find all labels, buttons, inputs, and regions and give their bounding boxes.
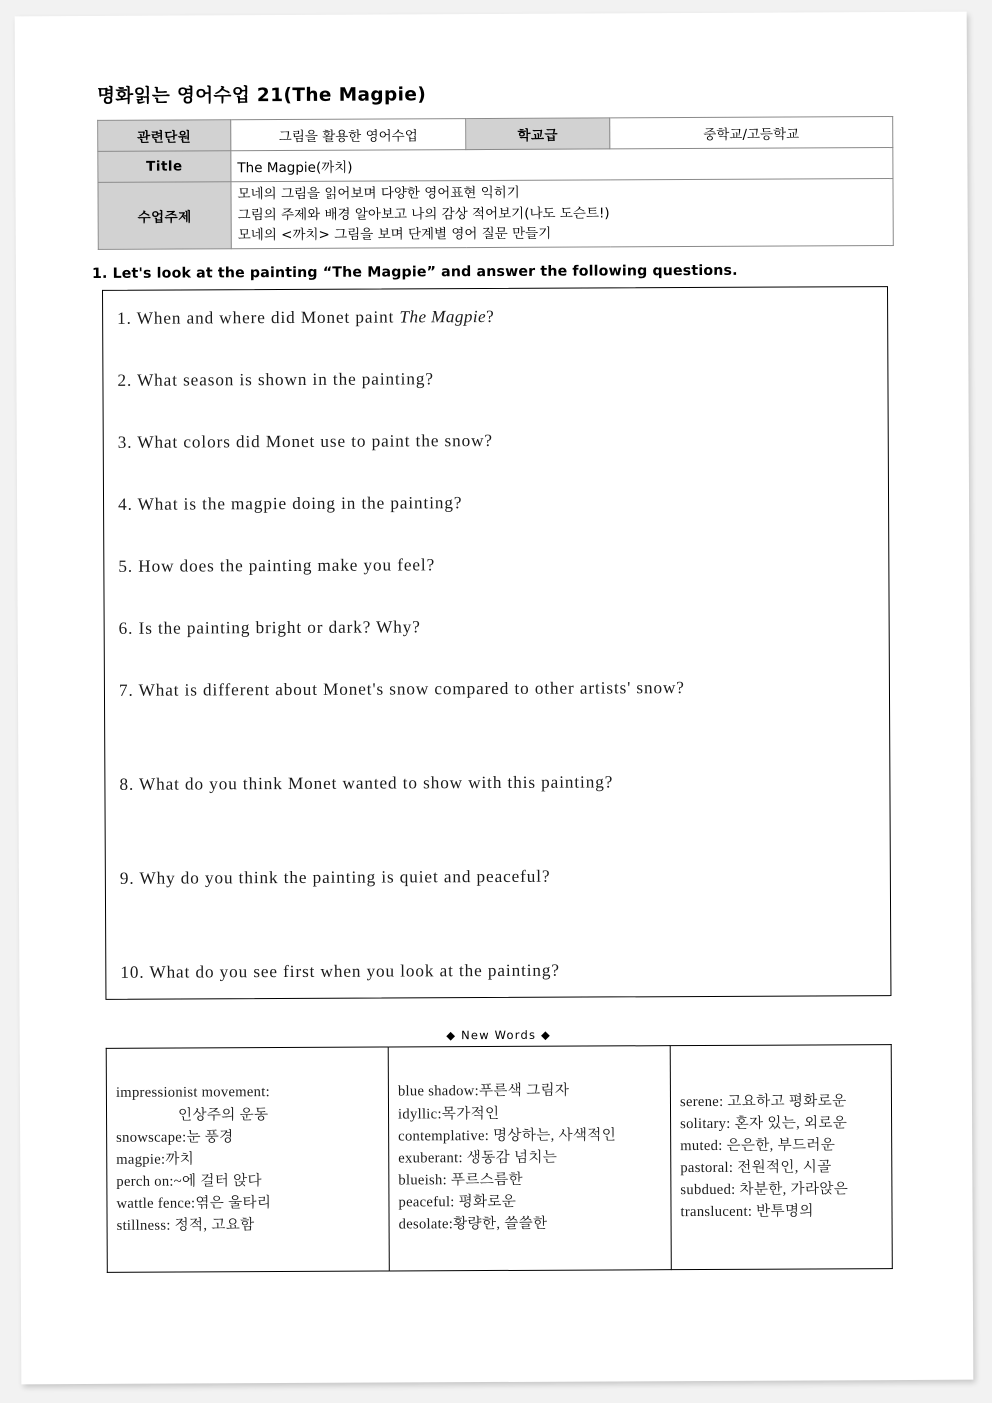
topic-line: 그림의 주제와 배경 알아보고 나의 감상 적어보기(나도 도슨트!) — [237, 204, 610, 223]
question-suffix: ? — [486, 306, 495, 326]
table-row — [106, 1044, 892, 1272]
vocab-entry: contemplative: 명상하는, 사색적인 — [398, 1127, 617, 1145]
lesson-info-table — [97, 116, 894, 249]
question-number: 10. — [120, 962, 145, 982]
vocab-entry: translucent: 반투명의 — [680, 1203, 814, 1221]
vocab-entry: 인상주의 운동 — [177, 1106, 269, 1124]
question-italic: The Magpie — [399, 306, 487, 327]
vocab-column-3 — [670, 1044, 892, 1269]
vocab-entry: pastoral: 전원적인, 시골 — [680, 1159, 832, 1177]
question-number: 8. — [119, 774, 135, 794]
question-text: What season is shown in the painting? — [136, 368, 434, 390]
spacer — [118, 511, 872, 557]
vocab-entry: peaceful: 평화로운 — [398, 1194, 517, 1211]
vocab-entry: perch on:~에 걸터 앉다 — [116, 1173, 262, 1190]
vocab-entry: snowscape:눈 풍경 — [116, 1129, 234, 1146]
vocab-entry: blueish: 푸르스름한 — [398, 1171, 523, 1189]
vocab-entry: muted: 은은한, 부드러운 — [680, 1137, 836, 1154]
question-text: How does the painting make you feel? — [138, 554, 436, 576]
spacer — [118, 449, 872, 495]
question-text: What do you see first when you look at the painting? — [149, 960, 560, 982]
vocab-entry: exuberant: 생동감 넘치는 — [398, 1149, 558, 1167]
info-label-school-level: 학교급 — [466, 118, 610, 150]
topic-line: 모네의 그림을 읽어보며 다양한 영어표현 익히기 — [237, 184, 520, 203]
vocab-entry: wattle fence:엮은 울타리 — [116, 1195, 272, 1213]
info-label-unit: 관련단원 — [98, 120, 231, 152]
question-number: 7. — [118, 680, 134, 700]
spacer — [117, 387, 871, 433]
spacer — [119, 791, 873, 869]
question-text: What colors did Monet use to paint the snow? — [137, 430, 493, 452]
spacer — [119, 635, 873, 681]
table-row — [98, 179, 893, 249]
questions-box — [102, 286, 891, 1000]
info-label-title: Title — [98, 151, 231, 183]
question-number: 6. — [118, 618, 134, 638]
vocab-entry: blue shadow:푸른색 그림자 — [397, 1083, 570, 1100]
vocab-entry: desolate:황량한, 쓸쓸한 — [398, 1216, 548, 1233]
question-text: What is different about Monet's snow compared to other artists' snow? — [138, 677, 685, 700]
vocab-entry: serene: 고요하고 평화로운 — [679, 1092, 847, 1110]
table-row — [98, 148, 893, 183]
page-title: 명화읽는 영어수업 21(The Magpie) — [97, 84, 427, 107]
question-text: Why do you think the painting is quiet and peaceful? — [139, 866, 551, 888]
spacer — [119, 697, 873, 775]
question-number: 1. — [117, 308, 132, 328]
vocab-entry: solitary: 혼자 있는, 외로운 — [680, 1114, 848, 1132]
question-text: When and where did Monet paint — [136, 307, 400, 328]
question-number: 2. — [117, 370, 133, 390]
info-label-topic: 수업주제 — [98, 182, 231, 249]
vocab-entry: stillness: 정적, 고요함 — [116, 1217, 255, 1235]
spacer — [117, 325, 871, 371]
spacer — [118, 573, 872, 619]
info-value-school-level: 중학교/고등학교 — [610, 117, 893, 149]
vocab-entry: subdued: 차분한, 가라앉은 — [680, 1181, 849, 1199]
table-row — [98, 117, 893, 152]
info-value-topic — [231, 179, 893, 249]
question-number: 9. — [119, 868, 135, 888]
vocab-column-2 — [388, 1045, 671, 1270]
new-words-heading: ◆ New Words ◆ — [446, 1027, 552, 1042]
question-item — [120, 959, 874, 983]
question-number: 5. — [118, 556, 134, 576]
question-text: Is the painting bright or dark? Why? — [138, 616, 421, 638]
info-value-title: The Magpie(까치) — [231, 148, 893, 182]
question-text: What do you think Monet wanted to show with this painting? — [138, 771, 614, 794]
document-content — [89, 78, 905, 1272]
document-sheet — [15, 12, 974, 1385]
info-value-unit: 그림을 활용한 영어수업 — [231, 119, 466, 151]
question-text: What is the magpie doing in the painting? — [137, 492, 463, 514]
question-number: 3. — [117, 432, 133, 452]
topic-line: 모네의 <까치> 그림을 보며 단계별 영어 질문 만들기 — [237, 225, 552, 244]
question-number: 4. — [118, 494, 133, 514]
vocab-entry: impressionist movement: — [115, 1084, 271, 1102]
vocab-entry: magpie:까치 — [116, 1151, 195, 1168]
spacer — [120, 885, 874, 963]
instruction-text: 1. Let's look at the painting “The Magpie” and answer the following questions. — [91, 262, 738, 282]
new-words-table — [106, 1044, 893, 1273]
vocab-entry: idyllic:목가적인 — [397, 1105, 500, 1123]
vocab-column-1 — [106, 1047, 389, 1272]
